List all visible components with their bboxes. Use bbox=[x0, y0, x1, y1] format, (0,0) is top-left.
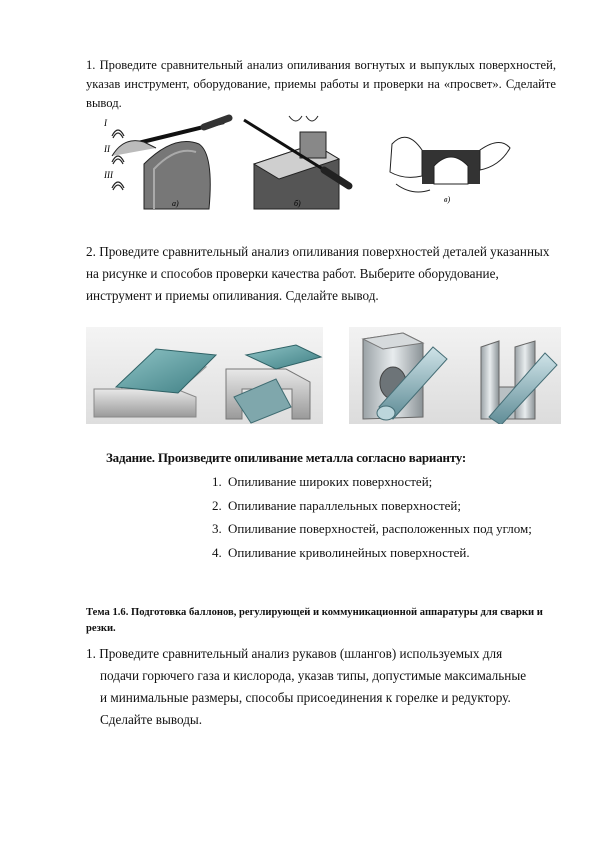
task-item-3-text: Опиливание поверхностей, расположенных под углом; bbox=[228, 521, 532, 536]
figure-b-drawing bbox=[244, 116, 349, 209]
question-3-line-1: Проведите сравнительный анализ рукавов (шлангов) используемых для bbox=[99, 646, 503, 661]
question-1-text: Проведите сравнительный анализ опиливания вогнутых и выпуклых поверхностей, указав инструмент, оборудование, приемы работы и проверки на «просвет». Сделайте вывод. bbox=[86, 58, 556, 110]
caption-b: б) bbox=[294, 199, 301, 208]
question-2-text: Проведите сравнительный анализ опиливания поверхностей деталей указанных на рисунке и способов проверки качества работ. Выберите оборудование, инструмент и приемы опиливания. Сделайте вывод. bbox=[86, 244, 550, 303]
filing-figure-2-left bbox=[86, 327, 323, 424]
file-profiles bbox=[112, 130, 124, 190]
roman-label-2: II bbox=[104, 144, 110, 154]
caption-a: а) bbox=[172, 199, 179, 208]
task-item-1-text: Опиливание широких поверхностей; bbox=[228, 474, 433, 489]
question-3-number: 1. bbox=[86, 646, 96, 661]
roman-label-1: I bbox=[104, 118, 107, 128]
question-3 bbox=[86, 643, 556, 731]
task-item-4 bbox=[212, 541, 532, 565]
task-list bbox=[212, 470, 532, 564]
filing-figure-1 bbox=[104, 114, 524, 214]
question-2 bbox=[86, 241, 556, 307]
topic-heading: Тема 1.6. Подготовка баллонов, регулирующей и коммуникационной аппаратуры для сварки и резки. bbox=[86, 607, 543, 634]
task-item-2-number: 2. bbox=[212, 497, 222, 513]
task-item-2-text: Опиливание параллельных поверхностей; bbox=[228, 497, 461, 513]
question-1-number: 1. bbox=[86, 58, 96, 72]
task-item-1-number: 1. bbox=[212, 474, 222, 489]
task-item-3-number: 3. bbox=[212, 521, 222, 536]
task-item-4-text: Опиливание криволинейных поверхностей. bbox=[228, 544, 470, 560]
figure-c-drawing bbox=[390, 137, 510, 204]
question-2-number: 2. bbox=[86, 244, 96, 259]
roman-label-3: III bbox=[104, 170, 113, 180]
question-3-line-4: Сделайте выводы. bbox=[100, 712, 203, 727]
task-title: Задание. Произведите опиливание металла согласно варианту: bbox=[106, 450, 467, 465]
filing-figure-1-drawing bbox=[104, 114, 524, 214]
question-3-line-2: подачи горючего газа и кислорода, указав типы, допустимые максимальные bbox=[100, 668, 527, 683]
task-item-1 bbox=[212, 470, 532, 494]
question-1 bbox=[86, 56, 556, 113]
filing-figure-2-left-drawing bbox=[86, 327, 323, 424]
task-item-3 bbox=[212, 517, 532, 541]
task-item-2 bbox=[212, 494, 532, 518]
filing-figure-2-right-drawing bbox=[349, 327, 561, 424]
filing-figure-2-right bbox=[349, 327, 561, 424]
question-3-line-3: и минимальные размеры, способы присоединения к горелке и редуктору. bbox=[100, 690, 511, 705]
caption-c: в) bbox=[444, 195, 451, 204]
task-item-4-number: 4. bbox=[212, 544, 222, 560]
figure-a-drawing bbox=[112, 118, 229, 209]
